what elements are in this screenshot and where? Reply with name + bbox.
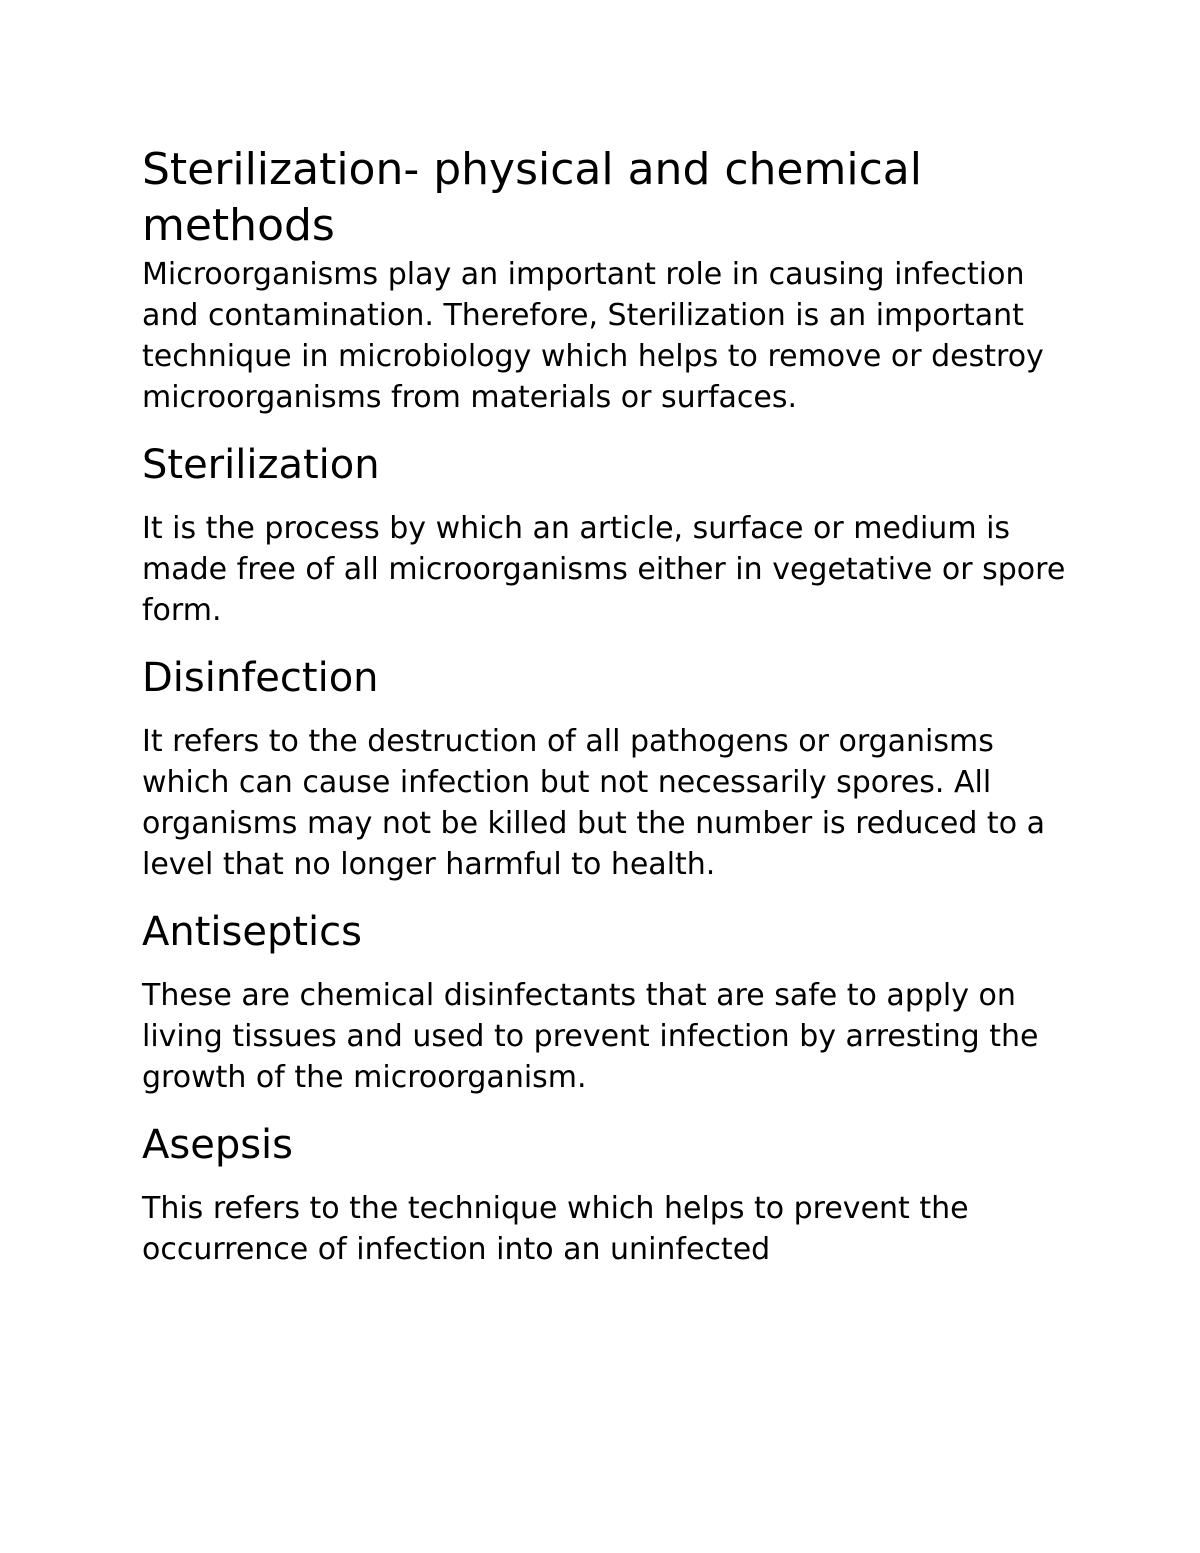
section-body: It refers to the destruction of all pathogens or organisms which can cause infection but not necessarily spores. All organisms may not be killed but the number is reduced to a level that no longer harmful to health.: [142, 724, 1045, 882]
section-antiseptics: [142, 907, 1072, 1098]
section-heading: Antiseptics: [142, 909, 362, 955]
intro-paragraph: Microorganisms play an important role in causing infection and contamination. Therefore, Sterilization is an important technique in microbiology which helps to remove or destroy microorganisms from materials or surfaces.: [142, 257, 1044, 415]
section-heading: Sterilization: [142, 442, 380, 488]
section-asepsis: [142, 1120, 1072, 1270]
section-heading: Disinfection: [142, 655, 379, 701]
document-title: Sterilization- physical and chemical methods: [142, 144, 922, 251]
section-sterilization: [142, 440, 1072, 631]
document-page: [142, 142, 1072, 1270]
section-body: These are chemical disinfectants that are safe to apply on living tissues and used to prevent infection by arresting the growth of the microorganism.: [142, 978, 1039, 1095]
section-body: This refers to the technique which helps to prevent the occurrence of infection into an uninfected: [142, 1191, 969, 1267]
section-body: It is the process by which an article, surface or medium is made free of all microorganisms either in vegetative or spore form.: [142, 511, 1066, 628]
section-disinfection: [142, 653, 1072, 885]
section-heading: Asepsis: [142, 1122, 293, 1168]
